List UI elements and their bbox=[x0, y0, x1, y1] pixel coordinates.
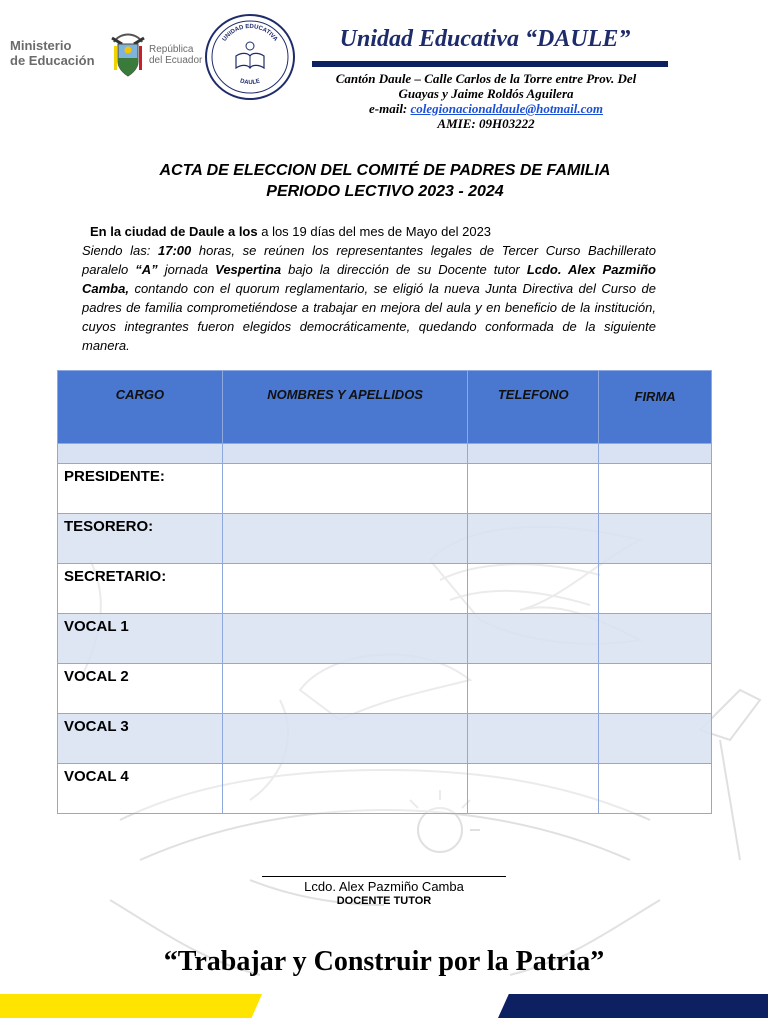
signature-name: Lcdo. Alex Pazmiño Camba bbox=[304, 879, 464, 894]
table-row bbox=[58, 614, 712, 664]
intro-s6: se eligió la nueva Junta Directiva del Curso de padres de familia comprometiéndose a trabajar en mejora del aula y en beneficio de la institución, cuyos integrantes fueron elegidos democráticamente, quedando conformada de la siguiente manera. bbox=[82, 281, 657, 353]
role-cell: VOCAL 2 bbox=[58, 664, 223, 714]
school-name: Unidad Educativa “DAULE” bbox=[339, 26, 631, 52]
signature-cell[interactable] bbox=[599, 564, 712, 614]
signature-cell[interactable] bbox=[599, 664, 712, 714]
header-cargo: CARGO bbox=[58, 371, 223, 444]
school-logo-icon bbox=[202, 12, 298, 102]
email-line bbox=[300, 101, 672, 116]
role-cell: VOCAL 4 bbox=[58, 764, 223, 814]
role-cell: TESORERO: bbox=[58, 514, 223, 564]
intro-body bbox=[82, 241, 656, 355]
logo-text-bottom: DAULE bbox=[239, 78, 261, 87]
intro-jornada: Vespertina bbox=[215, 262, 282, 277]
spacer-cell bbox=[58, 444, 223, 464]
svg-text:DAULE bbox=[239, 78, 261, 86]
intro-s4: bajo la dirección de su Docente tutor bbox=[281, 262, 527, 277]
address-line-2: Guayas y Jaime Roldós Aguilera bbox=[398, 86, 574, 101]
footer-band-blue bbox=[498, 994, 768, 1018]
name-cell[interactable] bbox=[222, 664, 468, 714]
name-cell[interactable] bbox=[222, 464, 468, 514]
table-header-row bbox=[58, 371, 712, 444]
role-cell: VOCAL 1 bbox=[58, 614, 223, 664]
role-cell: VOCAL 3 bbox=[58, 714, 223, 764]
intro-city-bold: En la ciudad de Daule a los bbox=[90, 224, 258, 239]
intro-paragraph bbox=[82, 222, 656, 355]
intro-time: 17:00 bbox=[158, 243, 192, 258]
name-cell[interactable] bbox=[222, 564, 468, 614]
ministerio-line2: de Educación bbox=[10, 53, 95, 68]
committee-table bbox=[57, 370, 712, 814]
title-line-2: PERIODO LECTIVO 2023 - 2024 bbox=[266, 183, 504, 200]
signature-cell[interactable] bbox=[599, 714, 712, 764]
email-link[interactable]: colegionacionaldaule@hotmail.com bbox=[410, 101, 603, 116]
republica-label bbox=[149, 44, 202, 66]
footer-band-yellow bbox=[0, 994, 262, 1018]
republica-line1: República bbox=[149, 44, 194, 55]
name-cell[interactable] bbox=[222, 714, 468, 764]
table-row bbox=[58, 564, 712, 614]
signature-cell[interactable] bbox=[599, 464, 712, 514]
intro-s1: Siendo las: bbox=[82, 243, 158, 258]
ministerio-logo bbox=[10, 38, 95, 68]
header-nombres: NOMBRES Y APELLIDOS bbox=[222, 371, 468, 444]
header-divider bbox=[312, 61, 668, 67]
role-cell: PRESIDENTE: bbox=[58, 464, 223, 514]
intro-s2: horas, se reúnen los representantes legales de Tercer Curso Bachillerato paralelo bbox=[82, 243, 656, 277]
phone-cell[interactable] bbox=[468, 464, 599, 514]
phone-cell[interactable] bbox=[468, 664, 599, 714]
spacer-cell bbox=[222, 444, 468, 464]
republica-line2: del Ecuador bbox=[149, 55, 203, 66]
intro-s3: jornada bbox=[157, 262, 216, 277]
table-row bbox=[58, 464, 712, 514]
phone-cell[interactable] bbox=[468, 714, 599, 764]
ministerio-line1: Ministerio bbox=[10, 38, 72, 53]
phone-cell[interactable] bbox=[468, 764, 599, 814]
header-firma: FIRMA bbox=[599, 371, 712, 444]
table-row bbox=[58, 664, 712, 714]
amie-code: AMIE: 09H03222 bbox=[437, 116, 535, 131]
header-telefono: TELEFONO bbox=[468, 371, 599, 444]
name-cell[interactable] bbox=[222, 614, 468, 664]
intro-s5: contando con el quorum reglamentario, bbox=[128, 281, 369, 296]
phone-cell[interactable] bbox=[468, 614, 599, 664]
phone-cell[interactable] bbox=[468, 564, 599, 614]
table-row bbox=[58, 764, 712, 814]
signature-cell[interactable] bbox=[599, 764, 712, 814]
motto: “Trabajar y Construir por la Patria” bbox=[163, 946, 605, 977]
logo-text-top: UNIDAD EDUCATIVA bbox=[221, 23, 279, 43]
spacer-cell bbox=[468, 444, 599, 464]
intro-line-1 bbox=[82, 222, 656, 241]
name-cell[interactable] bbox=[222, 764, 468, 814]
table-spacer-row bbox=[58, 444, 712, 464]
signature-line bbox=[262, 876, 506, 877]
email-label: e-mail: bbox=[369, 101, 408, 116]
address-line-1: Cantón Daule – Calle Carlos de la Torre entre Prov. Del bbox=[335, 71, 637, 86]
table-row bbox=[58, 514, 712, 564]
document-title bbox=[90, 160, 680, 202]
phone-cell[interactable] bbox=[468, 514, 599, 564]
intro-date: a los 19 días del mes de Mayo del 2023 bbox=[257, 224, 492, 239]
signature-role: DOCENTE TUTOR bbox=[336, 895, 432, 907]
role-cell: SECRETARIO: bbox=[58, 564, 223, 614]
intro-tutor: Lcdo. Alex Pazmiño Camba, bbox=[82, 262, 656, 296]
intro-paralelo: “A” bbox=[135, 262, 158, 277]
school-address bbox=[300, 71, 672, 131]
signature-cell[interactable] bbox=[599, 514, 712, 564]
title-line-1: ACTA DE ELECCION DEL COMITÉ DE PADRES DE FAMILIA bbox=[159, 162, 611, 179]
ecuador-shield-icon bbox=[110, 28, 146, 80]
table-row bbox=[58, 714, 712, 764]
name-cell[interactable] bbox=[222, 514, 468, 564]
signature-cell[interactable] bbox=[599, 614, 712, 664]
spacer-cell bbox=[599, 444, 712, 464]
